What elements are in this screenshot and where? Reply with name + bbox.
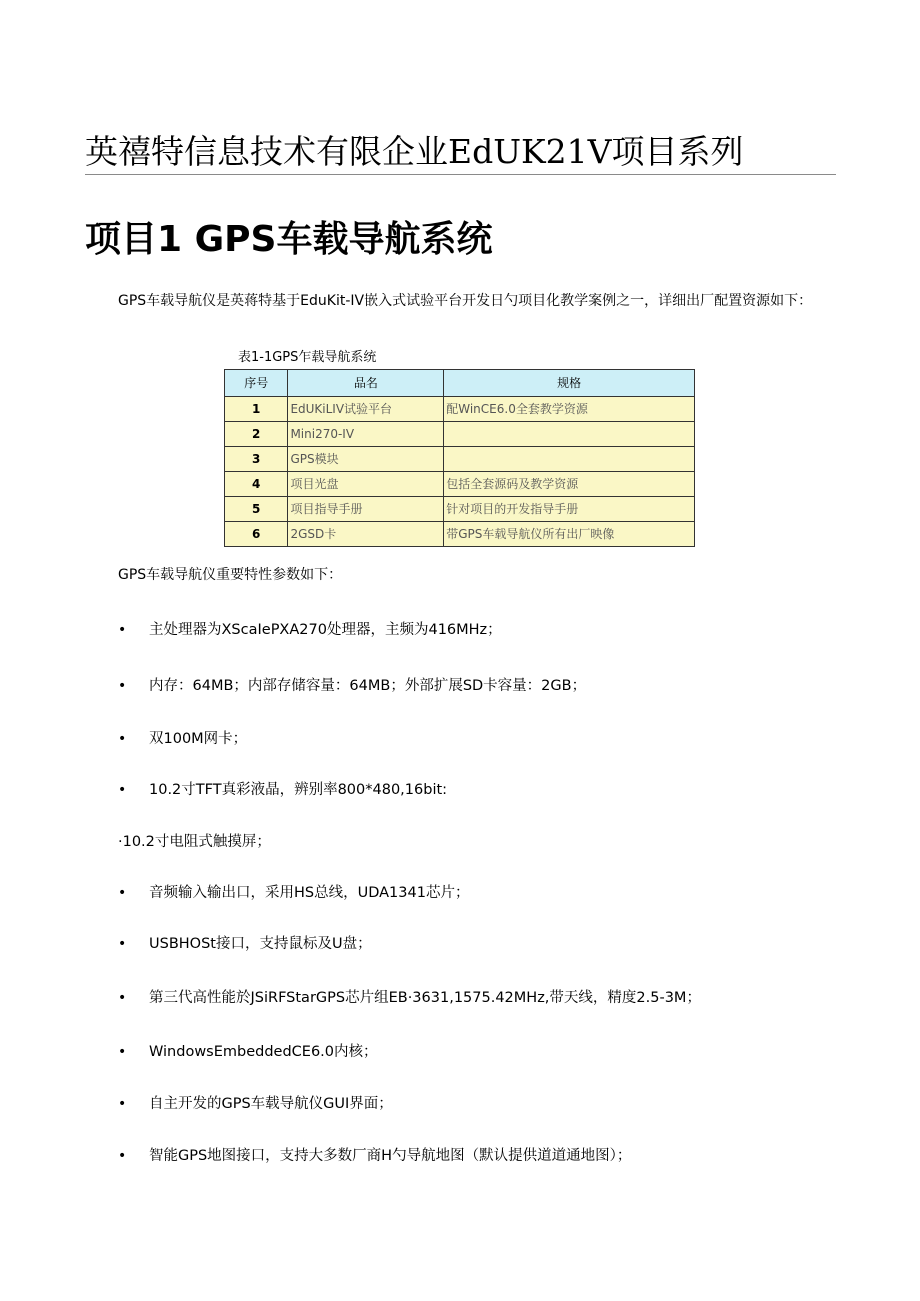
cell-index: 5 xyxy=(225,497,288,522)
feature-item xyxy=(118,676,586,696)
header-cell-name: 品名 xyxy=(288,370,444,397)
cell-spec: 包括全套源码及教学资源 xyxy=(444,472,695,497)
cell-spec xyxy=(444,447,695,472)
bullet-icon: • xyxy=(118,1044,127,1060)
bullet-icon: • xyxy=(118,622,127,638)
feature-text: WindowsEmbeddedCE6.0内核； xyxy=(149,1044,378,1060)
table-caption: 表1-1GPS乍载导航系统 xyxy=(238,350,377,365)
table-row xyxy=(225,497,695,522)
cell-index: 2 xyxy=(225,422,288,447)
table-row xyxy=(225,397,695,422)
cell-name: GPS模块 xyxy=(288,447,444,472)
bullet-icon: • xyxy=(118,1148,127,1164)
feature-item xyxy=(118,780,447,800)
feature-text: 主处理器为XScaIePXA270处理器，主频为416MHz； xyxy=(149,622,502,638)
cell-index: 4 xyxy=(225,472,288,497)
cell-name: 项目指导手册 xyxy=(288,497,444,522)
feature-item xyxy=(118,934,372,954)
bullet-icon: • xyxy=(118,782,127,798)
table-header-row xyxy=(225,370,695,397)
feature-item xyxy=(118,729,247,749)
feature-item xyxy=(118,988,701,1008)
cell-spec: 带GPS车载导航仪所有出厂映像 xyxy=(444,522,695,547)
cell-name: 2GSD卡 xyxy=(288,522,444,547)
bullet-icon: • xyxy=(118,1096,127,1112)
feature-text: 音频输入输出口，采用HS总线，UDA1341芯片； xyxy=(149,885,470,901)
intro-paragraph: GPS车载导航仪是英蒋特基于EduKit-IV嵌入式试验平台开发日勺项目化教学案例之一，详细出厂配置资源如下： xyxy=(118,293,813,309)
header-cell-index: 序号 xyxy=(225,370,288,397)
cell-name: EdUKiLIV试验平台 xyxy=(288,397,444,422)
bullet-icon: • xyxy=(118,936,127,952)
bullet-icon: • xyxy=(118,731,127,747)
cell-index: 3 xyxy=(225,447,288,472)
bullet-icon: • xyxy=(118,678,127,694)
feature-text: ·10.2寸电阻式触摸屏； xyxy=(118,834,271,850)
feature-item xyxy=(118,1094,393,1114)
bullet-icon: • xyxy=(118,990,127,1006)
feature-item xyxy=(118,883,469,903)
feature-text: 自主开发的GPS车载导航仪GUI界面； xyxy=(149,1096,393,1112)
cell-name: 项目光盘 xyxy=(288,472,444,497)
cell-spec: 配WinCE6.0全套教学资源 xyxy=(444,397,695,422)
feature-text: 内存：64MB；内部存储容量：64MB；外部扩展SD卡容量：2GB； xyxy=(149,678,587,694)
header-title: 英禧特信息技术有限企业EdUK21V项目系列 xyxy=(85,132,744,171)
cell-spec: 针对项目的开发指导手册 xyxy=(444,497,695,522)
feature-text: 双100M网卡； xyxy=(149,731,248,747)
table-row xyxy=(225,522,695,547)
feature-item xyxy=(118,1042,378,1062)
project-heading: 项目1 GPS车载导航系统 xyxy=(85,219,493,260)
config-table xyxy=(224,369,695,547)
table-row xyxy=(225,422,695,447)
feature-text: 10.2寸TFT真彩液晶，辨别率800*480,16bit: xyxy=(149,782,448,798)
feature-text: 智能GPS地图接口，支持大多数厂商H勺导航地图（默认提供道道通地图）； xyxy=(149,1148,632,1164)
feature-item xyxy=(118,1146,631,1166)
features-intro: GPS车载导航仪重要特性参数如下： xyxy=(118,567,343,583)
cell-index: 1 xyxy=(225,397,288,422)
cell-name: Mini270-IV xyxy=(288,422,444,447)
feature-item xyxy=(118,620,502,640)
table-row xyxy=(225,447,695,472)
table-row xyxy=(225,472,695,497)
header-cell-spec: 规格 xyxy=(444,370,695,397)
bullet-icon: • xyxy=(118,885,127,901)
feature-text: USBHOSt接口，支持鼠标及U盘； xyxy=(149,936,372,952)
cell-index: 6 xyxy=(225,522,288,547)
feature-text: 第三代高性能於JSiRFStarGPS芯片组EB·3631,1575.42MHz,带天线，精度2.5-3M； xyxy=(149,990,701,1006)
feature-item xyxy=(118,832,271,852)
cell-spec xyxy=(444,422,695,447)
page-header xyxy=(85,132,836,175)
